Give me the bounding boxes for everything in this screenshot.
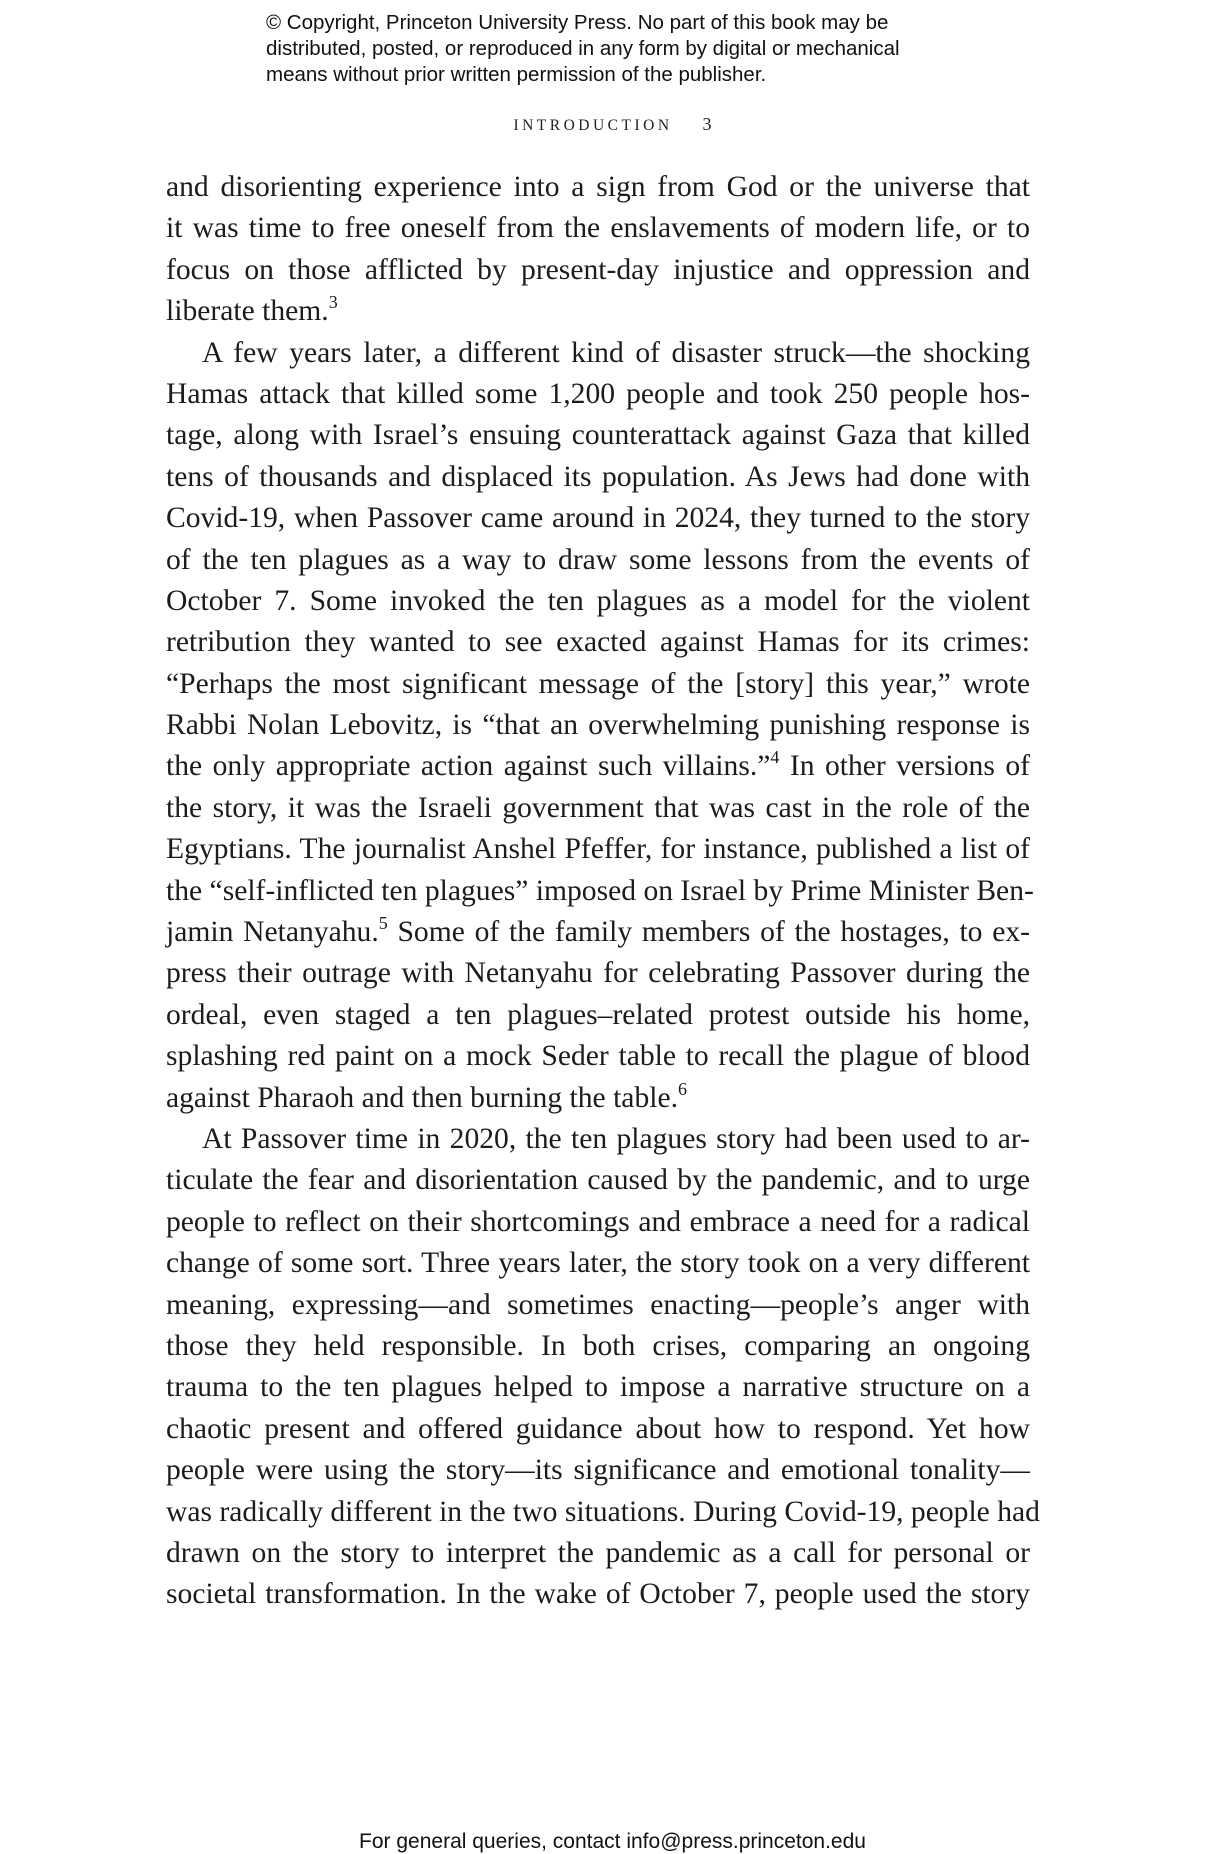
text-line: drawn on the story to interpret the pandemic as a call for personal or (166, 1536, 1030, 1569)
text-line: people to reflect on their shortcomings and embrace a need for a radical (166, 1205, 1030, 1238)
text-run: jamin Netanyahu. (166, 916, 379, 949)
running-head (0, 114, 1225, 135)
text-line: splashing red paint on a mock Seder table to recall the plague of blood (166, 1040, 1030, 1073)
text-line: press their outrage with Netanyahu for celebrating Passover during the (166, 957, 1030, 990)
text-line: retribution they wanted to see exacted against Hamas for its crimes: (166, 626, 1030, 659)
body-text (166, 167, 1040, 1616)
text-line: Egyptians. The journalist Anshel Pfeffer, for instance, published a list of (166, 833, 1030, 866)
copyright-line: © Copyright, Princeton University Press. No part of this book may be (266, 11, 889, 34)
text-line: chaotic present and offered guidance about how to respond. Yet how (166, 1412, 1030, 1445)
text-line: societal transformation. In the wake of October 7, people used the story (166, 1578, 1030, 1611)
text-run: against Pharaoh and then burning the table. (166, 1081, 678, 1114)
text-line: it was time to free oneself from the enslavements of modern life, or to (166, 212, 1030, 245)
text-line: At Passover time in 2020, the ten plagues story had been used to ar- (202, 1122, 1030, 1155)
running-head-title: INTRODUCTION (513, 117, 673, 134)
footer-contact: For general queries, contact info@press.princeton.edu (359, 1830, 866, 1853)
page-number: 3 (702, 114, 712, 134)
text-run: liberate them. (166, 295, 329, 328)
text-line (166, 1078, 1030, 1119)
text-line: the “self-inflicted ten plagues” imposed on Israel by Prime Minister Ben- (166, 874, 1034, 907)
text-line: Rabbi Nolan Lebovitz, is “that an overwhelming punishing response is (166, 709, 1030, 742)
text-line: Hamas attack that killed some 1,200 people and took 250 people hos- (166, 377, 1030, 410)
footnote-marker: 4 (770, 747, 780, 768)
text-line: October 7. Some invoked the ten plagues as a model for the violent (166, 584, 1030, 617)
paragraph (166, 333, 1034, 1119)
copyright-notice (266, 10, 1026, 88)
text-line: tens of thousands and displaced its population. As Jews had done with (166, 460, 1030, 493)
text-line: meaning, expressing—and sometimes enacting—people’s anger with (166, 1288, 1030, 1321)
text-line: trauma to the ten plagues helped to impose a narrative structure on a (166, 1371, 1030, 1404)
paragraph (166, 167, 1030, 333)
copyright-line: means without prior written permission of the publisher. (266, 63, 767, 86)
text-line: people were using the story—its significance and emotional tonality— (166, 1454, 1030, 1487)
footnote-marker: 5 (378, 913, 388, 934)
text-line (166, 291, 1030, 332)
footnote-marker: 3 (328, 292, 338, 313)
text-run: In other versions of (779, 750, 1030, 783)
copyright-line: distributed, posted, or reproduced in any form by digital or mechanical (266, 37, 900, 60)
text-run: Some of the family members of the hostages, to ex- (387, 916, 1030, 949)
text-line: and disorienting experience into a sign from God or the universe that (166, 171, 1030, 203)
text-line: A few years later, a different kind of disaster struck—the shocking (202, 336, 1030, 369)
text-line (166, 746, 1030, 787)
text-line: Covid-19, when Passover came around in 2024, they turned to the story (166, 502, 1030, 535)
text-line: of the ten plagues as a way to draw some lessons from the events of (166, 543, 1030, 576)
text-line (166, 912, 1030, 953)
text-line: focus on those afflicted by present-day injustice and oppression and (166, 253, 1030, 286)
text-line: ticulate the fear and disorientation caused by the pandemic, and to urge (166, 1164, 1030, 1197)
text-line: was radically different in the two situations. During Covid-19, people had (166, 1495, 1040, 1528)
text-line: change of some sort. Three years later, the story took on a very different (166, 1247, 1030, 1280)
paragraph (166, 1119, 1040, 1616)
text-line: those they held responsible. In both crises, comparing an ongoing (166, 1329, 1030, 1362)
text-line: the story, it was the Israeli government that was cast in the role of the (166, 791, 1030, 824)
text-line: “Perhaps the most significant message of the [story] this year,” wrote (166, 667, 1030, 700)
footnote-marker: 6 (678, 1078, 687, 1099)
text-run: the only appropriate action against such villains.” (166, 750, 771, 783)
text-line: ordeal, even staged a ten plagues–related protest outside his home, (166, 998, 1030, 1031)
text-line: tage, along with Israel’s ensuing counterattack against Gaza that killed (166, 419, 1030, 452)
